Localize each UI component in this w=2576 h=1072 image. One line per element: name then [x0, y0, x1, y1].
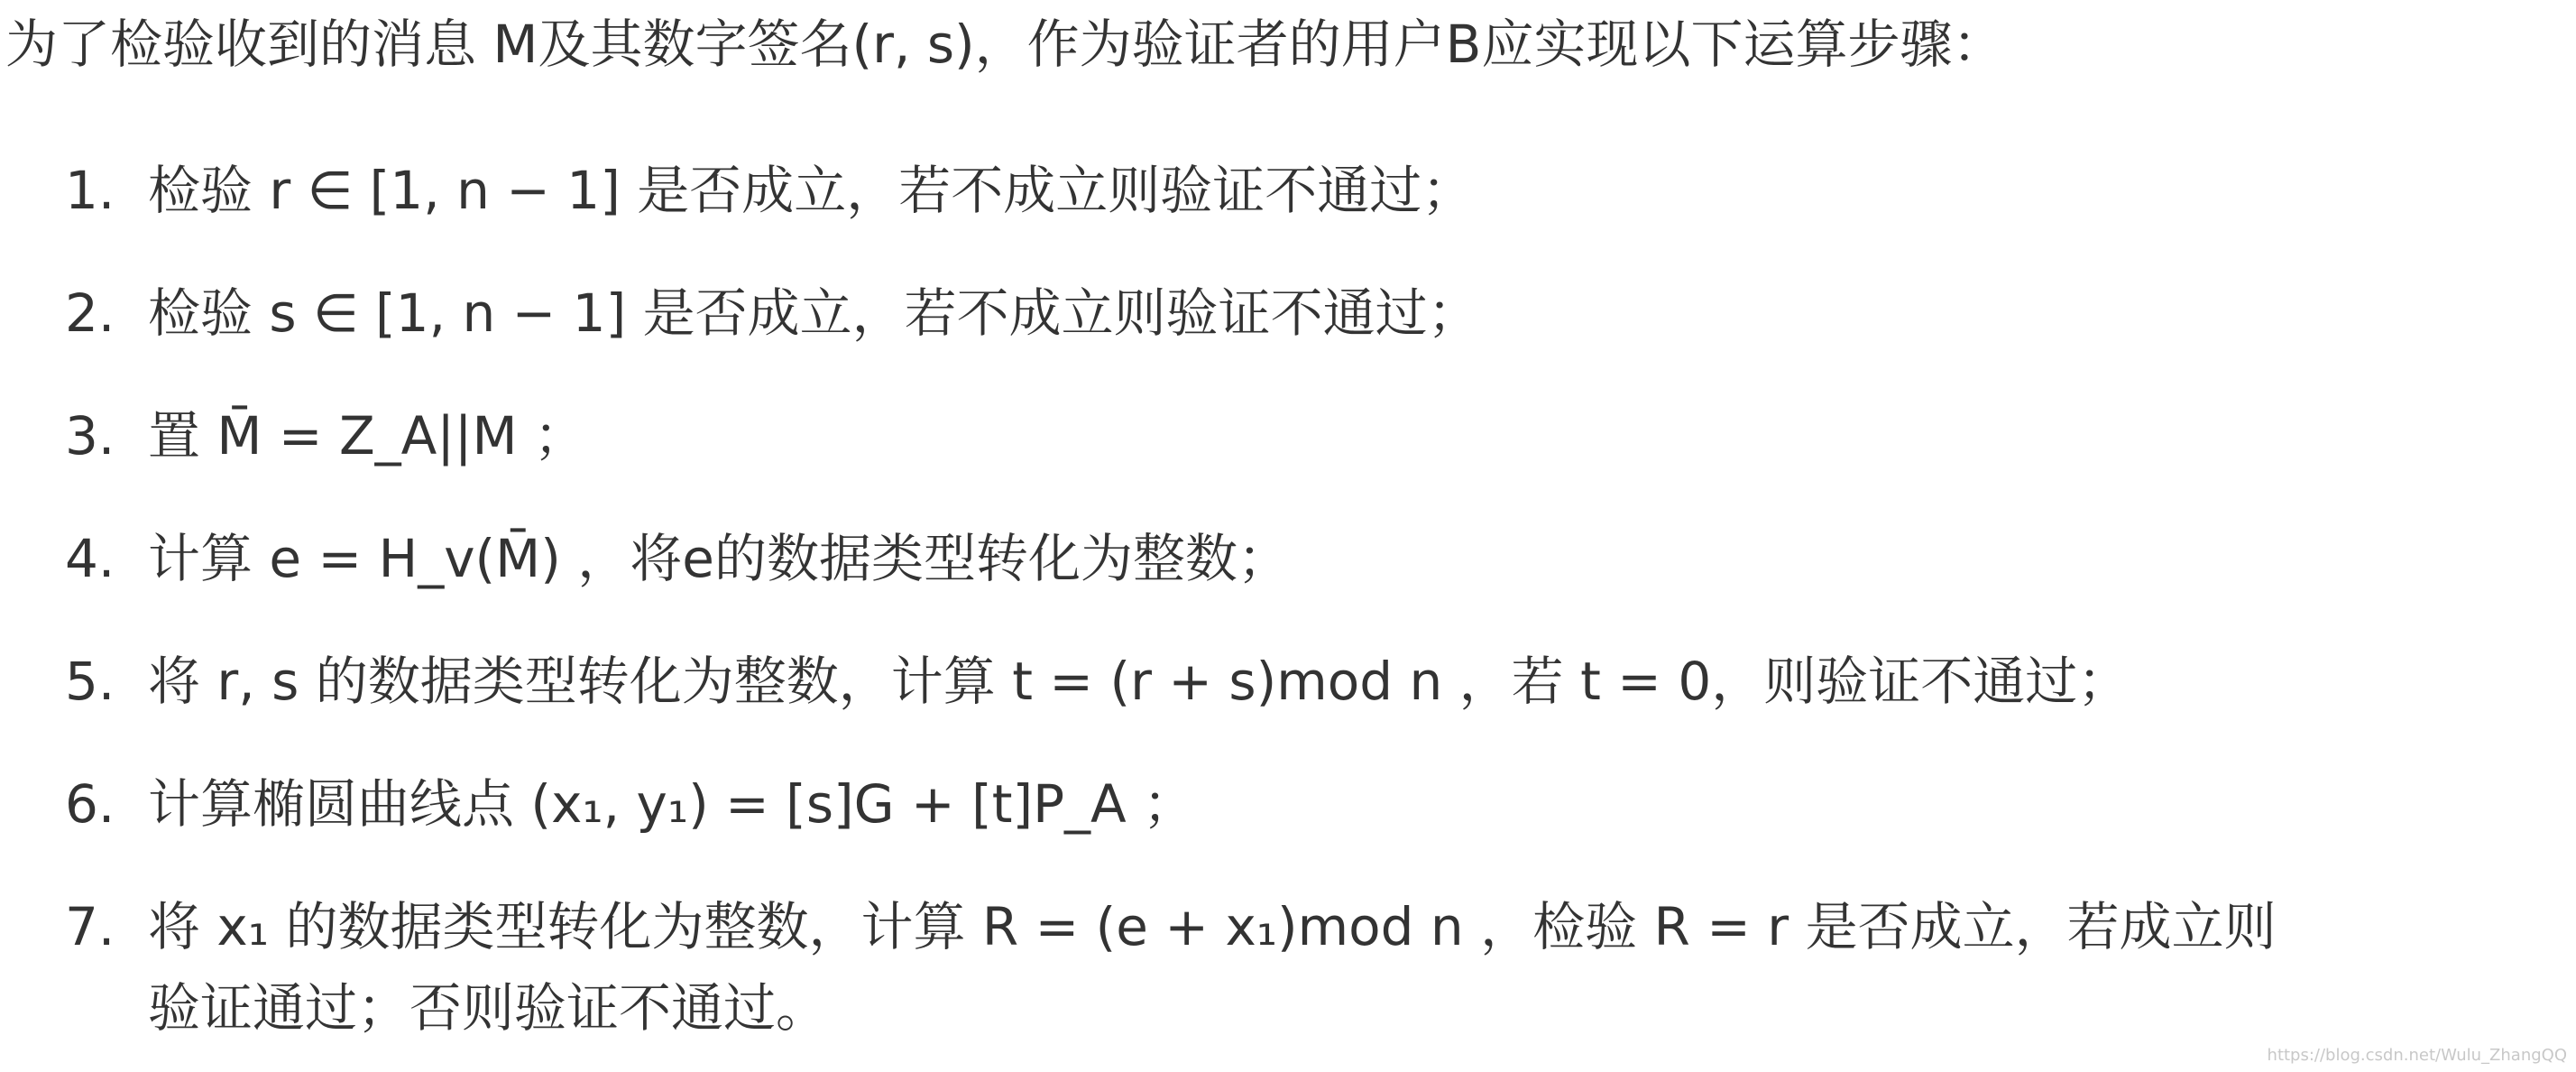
step-number: 3. [65, 405, 115, 467]
step-number: 2. [65, 282, 115, 344]
step-number: 6. [65, 773, 115, 835]
step-text: 计算 e = H_v(M̄) ，将e的数据类型转化为整数； [148, 528, 1290, 589]
step-text-continuation: 验证通过；否则验证不通过。 [148, 977, 829, 1039]
step-text: 计算椭圆曲线点 (x₁, y₁) = [s]G + [t]P_A ； [148, 773, 1196, 835]
intro-paragraph: 为了检验收到的消息 M及其数字签名(r, s)，作为验证者的用户B应实现以下运算步骤： [5, 14, 2005, 75]
step-text: 检验 r ∈ [1, n − 1] 是否成立，若不成立则验证不通过； [148, 160, 1475, 221]
step-number: 4. [65, 528, 115, 589]
step-text: 检验 s ∈ [1, n − 1] 是否成立，若不成立则验证不通过； [148, 282, 1480, 344]
step-number: 5. [65, 651, 115, 712]
step-text: 置 M̄ = Z_A||M ； [148, 405, 586, 467]
watermark: https://blog.csdn.net/Wulu_ZhangQQ [2267, 1046, 2567, 1065]
step-text: 将 x₁ 的数据类型转化为整数，计算 R = (e + x₁)mod n ，检验 R = r 是否成立，若成立则 [148, 896, 2277, 957]
step-number: 1. [65, 160, 115, 221]
step-text: 将 r, s 的数据类型转化为整数，计算 t = (r + s)mod n ，若 t = 0，则验证不通过； [148, 651, 2130, 712]
step-number: 7. [65, 896, 115, 957]
